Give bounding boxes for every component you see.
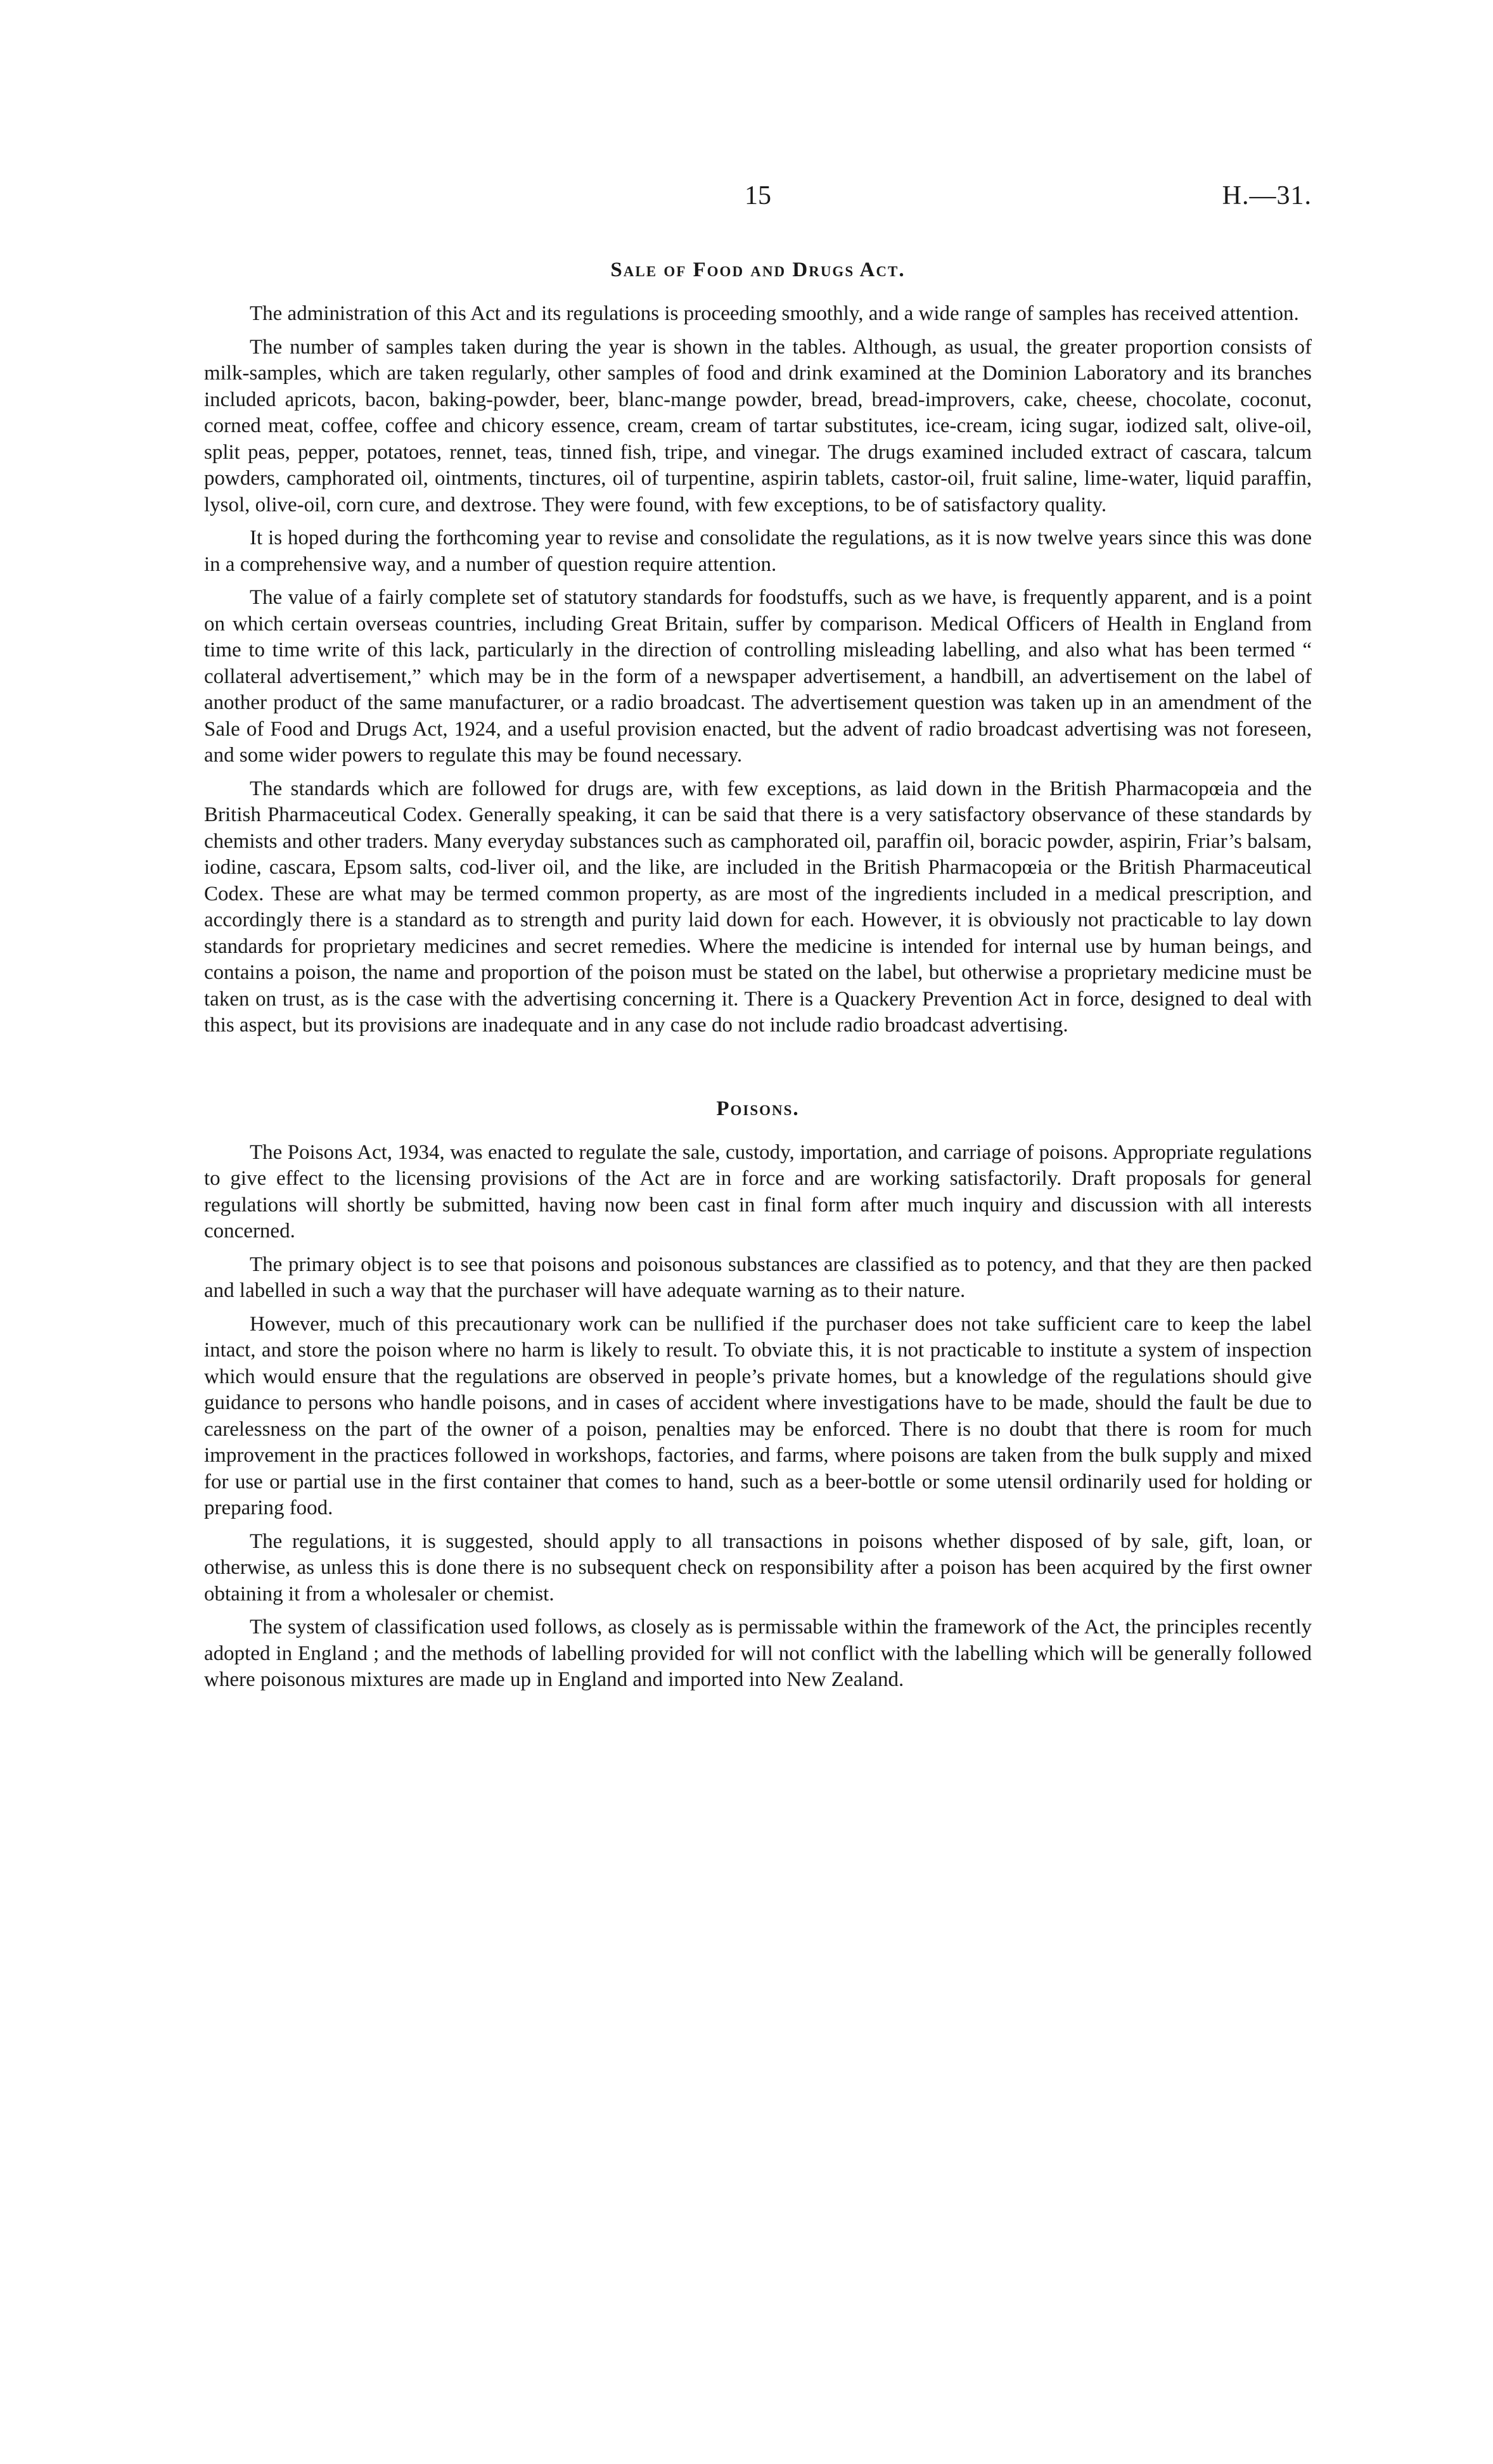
paragraph: It is hoped during the forthcoming year to revise and consolidate the regulations, as it is now twelve years since this was done in a comprehensive way, and a number of question require attention.	[204, 527, 1312, 576]
document-reference: H.—31.	[1222, 181, 1312, 210]
paragraph: The value of a fairly complete set of statutory standards for foodstuffs, such as we have, is frequently apparent, and is a point on which certain overseas countries, including Great Britain, suffer by comparison. Medical Officers of Health in England from time to time write of this lack, particularly in the direction of controlling misleading labelling, and also what has been termed “ collateral advertisement,” which may be in the form of a newspaper advertisement, a handbill, an advertisement on the label of another product of the same manufacturer, or a radio broadcast. The advertisement question was taken up in an amendment of the Sale of Food and Drugs Act, 1924, and a useful provision enacted, but the advent of radio broadcast advertising was not foreseen, and some wider powers to regulate this may be found necessary.	[204, 586, 1312, 767]
section-heading: Poisons.	[716, 1097, 800, 1120]
page-header	[204, 181, 1312, 219]
paragraph: The regulations, it is suggested, should apply to all transactions in poisons whether disposed of by sale, gift, loan, or otherwise, as unless this is done there is no subsequent check on responsibility after a poison has been acquired by the first owner obtaining it from a wholesaler or chemist.	[204, 1529, 1312, 1605]
section-heading: Sale of Food and Drugs Act.	[610, 259, 906, 281]
section-poisons	[204, 1097, 1312, 1694]
paragraph: The standards which are followed for drugs are, with few exceptions, as laid down in the British Pharmacopœia and the British Pharmaceutical Codex. Generally speaking, it can be said that there is a very satisfactory observance of these standards by chemists and other traders. Many everyday substances such as camphorated oil, paraffin oil, boracic powder, aspirin, Friar’s balsam, iodine, cascara, Epsom salts, cod-liver oil, and the like, are included in the British Pharmacopœia or the British Pharmaceutical Codex. These are what may be termed common property, as are most of the ingredients included in a medical prescription, and accordingly there is a standard as to strength and purity laid down for each. However, it is obviously not practicable to lay down standards for proprietary medicines and secret remedies. Where the medicine is intended for internal use by human beings, and contains a poison, the name and proportion of the poison must be stated on the label, but otherwise a proprietary medicine must be taken on trust, as is the case with the advertising concerning it. There is a Quackery Prevention Act in force, designed to deal with this aspect, but its provisions are inadequate and in any case do not include radio broadcast advertising.	[204, 777, 1312, 1037]
page-number: 15	[745, 181, 771, 210]
page-body	[204, 259, 1312, 1701]
paragraph: The primary object is to see that poisons and poisonous substances are classified as to potency, and that they are then packed and labelled in such a way that the purchaser will have adequate warning as to their nature.	[204, 1253, 1312, 1302]
paragraph: However, much of this precautionary work can be nullified if the purchaser does not take sufficient care to keep the label intact, and store the poison where no harm is likely to result. To obviate this, it is not practicable to institute a system of inspection which would ensure that the regulations are observed in people’s private homes, but a knowledge of the regulations should give guidance to persons who handle poisons, and in cases of accident where investigations have to be made, should the fault be due to carelessness on the part of the owner of a poison, penalties may be enforced. There is no doubt that there is room for much improvement in the practices followed in workshops, factories, and farms, where poisons are taken from the bulk supply and mixed for use or partial use in the first container that comes to hand, such as a beer-bottle or some utensil ordinarily used for holding or preparing food.	[204, 1312, 1312, 1519]
section-sale-of-food-and-drugs	[204, 259, 1312, 1039]
paragraph: The administration of this Act and its regulations is proceeding smoothly, and a wide range of samples has received attention.	[250, 302, 1299, 325]
paragraph: The Poisons Act, 1934, was enacted to regulate the sale, custody, importation, and carriage of poisons. Appropriate regulations to give effect to the licensing provisions of the Act are in force and are working satisfactorily. Draft proposals for general regulations will shortly be submitted, having now been cast in final form after much inquiry and discussion with all interests concerned.	[204, 1140, 1312, 1242]
paragraph: The number of samples taken during the year is shown in the tables. Although, as usual, the greater proportion consists of milk-samples, which are taken regularly, other samples of food and drink examined at the Dominion Laboratory and its branches included apricots, bacon, baking-powder, beer, blanc-mange powder, bread, bread-improvers, cake, cheese, chocolate, coconut, corned meat, coffee, coffee and chicory essence, cream, cream of tartar substitutes, ice-cream, icing sugar, iodized salt, olive-oil, split peas, pepper, potatoes, rennet, teas, tinned fish, tripe, and vinegar. The drugs examined included extract of cascara, talcum powders, camphorated oil, ointments, tinctures, oil of turpentine, aspirin tablets, castor-oil, fruit saline, lime-water, liquid paraffin, lysol, olive-oil, corn cure, and dextrose. They were found, with few exceptions, to be of satisfactory quality.	[204, 335, 1312, 516]
paragraph: The system of classification used follows, as closely as is permissable within the framework of the Act, the principles recently adopted in England ; and the methods of labelling provided for will not conflict with the labelling which will be generally followed where poisonous mixtures are made up in England and imported into New Zealand.	[204, 1616, 1312, 1691]
